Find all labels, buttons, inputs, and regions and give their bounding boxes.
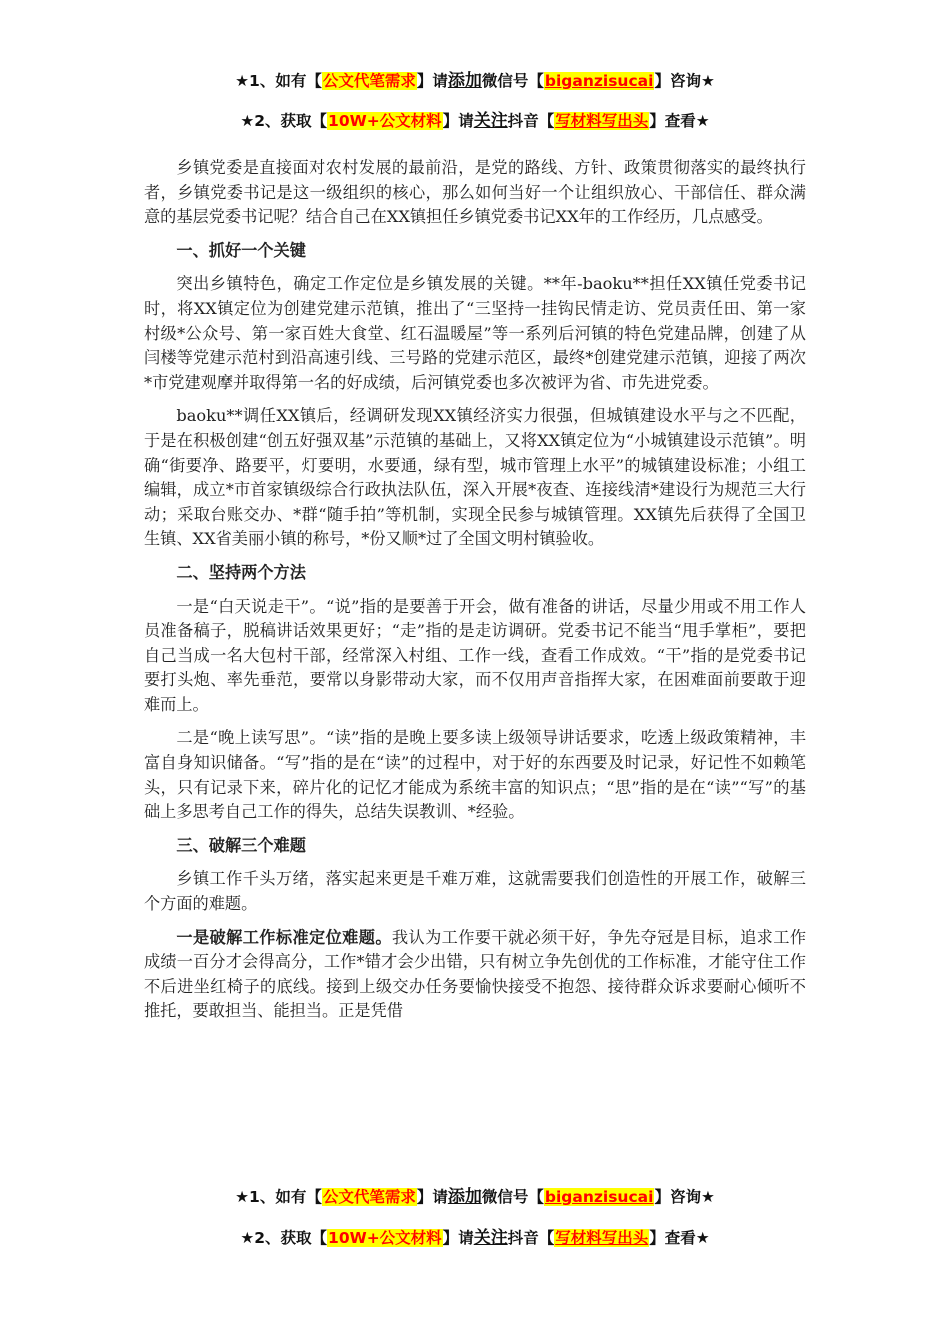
- highlight-ghostwriting: 公文代笔需求: [322, 1188, 416, 1206]
- paragraph: 乡镇工作千头万绪，落实起来更是千难万难，这就需要我们创造性的开展工作，破解三个方面的难题。: [144, 869, 806, 914]
- paragraph: [144, 926, 806, 1024]
- highlight-douyin-account: 写材料写出头: [555, 1229, 649, 1247]
- paragraph: 突出乡镇特色，确定工作定位是乡镇发展的关键。**年-baoku**担任XX镇任党委书记时，将XX镇定位为创建党建示范镇，推出了“三坚持一挂钩民情走访、党员责任田、第一家村级*公众号、第一家百姓大食堂、红石温暖屋”等一系列后河镇的特色党建品牌，创建了从闫楼等党建示范村到沿高速引线、三号路的党建示范区，最终*创建党建示范镇，迎接了两次*市党建观摩并取得第一名的好成绩，后河镇党委也多次被评为省、市先进党委。: [144, 274, 806, 392]
- banner-text: 微信号【: [481, 1188, 544, 1206]
- promo-banner-top-line-1: [0, 70, 950, 92]
- bold-lead-in: 一是破解工作标准定位难题。: [176, 927, 392, 947]
- section-heading-3: 三、破解三个难题: [176, 835, 306, 855]
- paragraph: baoku**调任XX镇后，经调研发现XX镇经济实力很强，但城镇建设水平与之不匹配，于是在积极创建“创五好强双基”示范镇的基础上，又将XX镇定位为“小城镇建设示范镇”。明确“街要净、路要平，灯要明，水要通，绿有型，城市管理上水平”的城镇建设标准；小组工编辑，成立*市首家镇级综合行政执法队伍，深入开展*夜查、连接线清*建设行为规范三大行动；采取台账交办、*群“随手拍”等机制，实现全民参与城镇管理。XX镇先后获得了全国卫生镇、XX省美丽小镇的称号，*份又顺*过了全国文明村镇验收。: [144, 406, 806, 549]
- banner-emphasis: 关注: [473, 111, 508, 131]
- section-heading-1: 一、抓好一个关键: [176, 240, 306, 260]
- highlight-materials: 10W+公文材料: [328, 1229, 442, 1247]
- highlight-wechat-id: biganzisucai: [544, 1188, 654, 1206]
- banner-text: 】请: [416, 72, 448, 90]
- highlight-douyin-account: 写材料写出头: [555, 112, 649, 130]
- banner-text: 】请: [442, 112, 474, 130]
- promo-banner-bottom-line-2: [0, 1227, 950, 1249]
- banner-text: 】查看★: [649, 1229, 710, 1247]
- intro-paragraph: 乡镇党委是直接面对农村发展的最前沿，是党的路线、方针、政策贯彻落实的最终执行者，乡镇党委书记是这一级组织的核心，那么如何当好一个让组织放心、干部信任、群众满意的基层党委书记呢？结合自己在XX镇担任乡镇党委书记XX年的工作经历，几点感受。: [144, 158, 806, 227]
- banner-text: 】请: [416, 1188, 448, 1206]
- banner-text: ★1、如有【: [235, 72, 322, 90]
- banner-text: 】请: [442, 1229, 474, 1247]
- banner-emphasis: 添加: [447, 71, 482, 91]
- banner-text: 】咨询★: [654, 1188, 715, 1206]
- section-heading-2: 二、坚持两个方法: [176, 562, 306, 582]
- banner-text: ★2、获取【: [240, 1229, 328, 1247]
- highlight-ghostwriting: 公文代笔需求: [322, 72, 416, 90]
- banner-text: 】查看★: [649, 112, 710, 130]
- document-body: [144, 156, 806, 1033]
- paragraph: 二是“晚上读写思”。“读”指的是晚上要多读上级领导讲话要求，吃透上级政策精神，丰富自身知识储备。“写”指的是在“读”的过程中，对于好的东西要及时记录，好记性不如赖笔头，只有记录下来，碎片化的记忆才能成为系统丰富的知识点；“思”指的是在“读”“写”的基础上多思考自己工作的得失，总结失误教训、*经验。: [144, 728, 806, 822]
- banner-text: 】咨询★: [654, 72, 715, 90]
- highlight-wechat-id: biganzisucai: [544, 72, 654, 90]
- banner-text: ★1、如有【: [235, 1188, 322, 1206]
- banner-text: ★2、获取【: [240, 112, 328, 130]
- banner-text: 微信号【: [481, 72, 544, 90]
- promo-banner-top-line-2: [0, 110, 950, 132]
- paragraph-text: 我认为工作要干就必须干好，争先夺冠是目标，追求工作成绩一百分才会得高分，工作*错才会少出错，只有树立争先创优的工作标准，才能守住工作不后进坐红椅子的底线。接到上级交办任务要愉快接受不抱怨、接待群众诉求要耐心倾听不推托，要敢担当、能担当。正是凭借: [144, 927, 807, 1021]
- promo-banner-bottom-line-1: [0, 1186, 950, 1208]
- highlight-materials: 10W+公文材料: [328, 112, 442, 130]
- paragraph: 一是“白天说走干”。“说”指的是要善于开会，做有准备的讲话，尽量少用或不用工作人员准备稿子，脱稿讲话效果更好；“走”指的是走访调研。党委书记不能当“甩手掌柜”，要把自己当成一名大包村干部，经常深入村组、工作一线，查看工作成效。“干”指的是党委书记要打头炮、率先垂范，要常以身影带动大家，而不仅用声音指挥大家，在困难面前要敢于迎难而上。: [144, 596, 806, 714]
- banner-emphasis: 添加: [447, 1187, 482, 1207]
- banner-emphasis: 关注: [473, 1228, 508, 1248]
- banner-text: 抖音【: [507, 1229, 555, 1247]
- banner-text: 抖音【: [507, 112, 555, 130]
